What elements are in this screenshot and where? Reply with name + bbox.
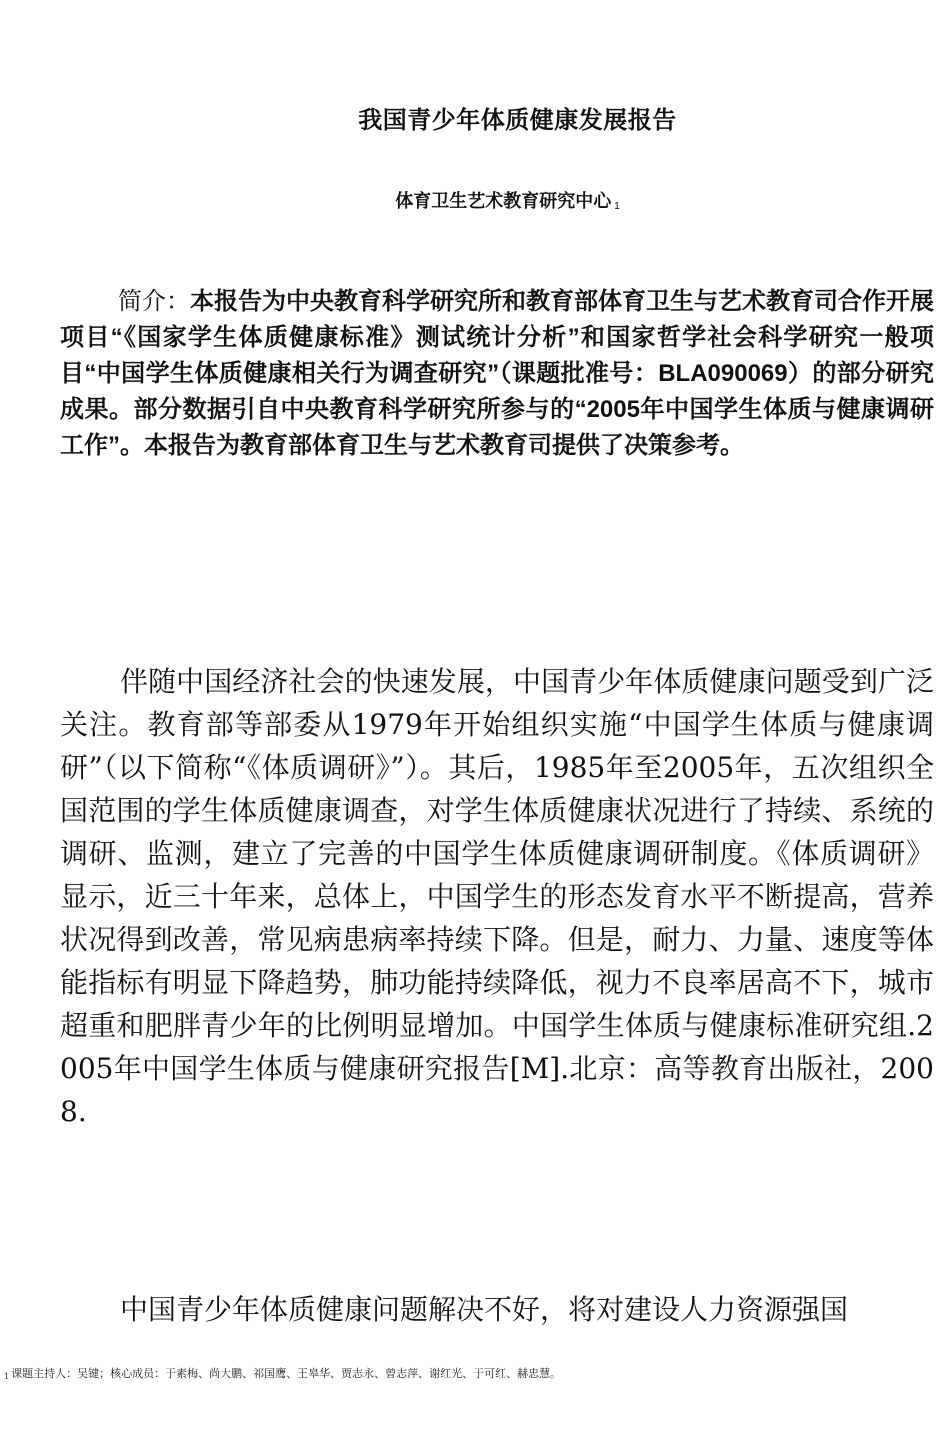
author-line [0,187,950,213]
footnote-number: 1 [4,1372,10,1381]
footnote-reference-mark: 1 [614,201,620,212]
abstract-body: 本报告为中央教育科学研究所和教育部体育卫生与艺术教育司合作开展项目“《国家学生体质健康标准》测试统计分析”和国家哲学社会科学研究一般项目“中国学生体质健康相关行为调查研究”（课题批准号：BLA090069）的部分研究成果。部分数据引自中央教育科学研究所参与的“2005年中国学生体质与健康调研工作”。本报告为教育部体育卫生与艺术教育司提供了决策参考。 [60,288,934,459]
footnote [4,1365,561,1381]
body-paragraph-2: 中国青少年体质健康问题解决不好，将对建设人力资源强国 [120,1293,849,1326]
report-title: 我国青少年体质健康发展报告 [358,107,677,134]
abstract-paragraph [60,284,934,464]
author-name: 体育卫生艺术教育研究中心 [395,191,612,211]
body-paragraph-1: 伴随中国经济社会的快速发展，中国青少年体质健康问题受到广泛关注。教育部等部委从1979年开始组织实施“中国学生体质与健康调研”（以下简称“《体质调研》”）。其后，1985年至2005年，五次组织全国范围的学生体质健康调查，对学生体质健康状况进行了持续、系统的调研、监测，建立了完善的中国学生体质健康调研制度。《体质调研》显示，近三十年来，总体上，中国学生的形态发育水平不断提高，营养状况得到改善，常见病患病率持续下降。但是，耐力、力量、速度等体能指标有明显下降趋势，肺功能持续降低，视力不良率居高不下，城市超重和肥胖青少年的比例明显增加。中国学生体质与健康标准研究组.2005年中国学生体质与健康研究报告[M].北京：高等教育出版社，2008. [60,665,934,1128]
footnote-text: 课题主持人：吴键；核心成员：于素梅、尚大鹏、祁国鹰、王皋华、贾志永、曾志萍、谢红光、于可红、赫忠慧。 [11,1367,562,1380]
abstract-lead: 简介： [118,288,190,315]
